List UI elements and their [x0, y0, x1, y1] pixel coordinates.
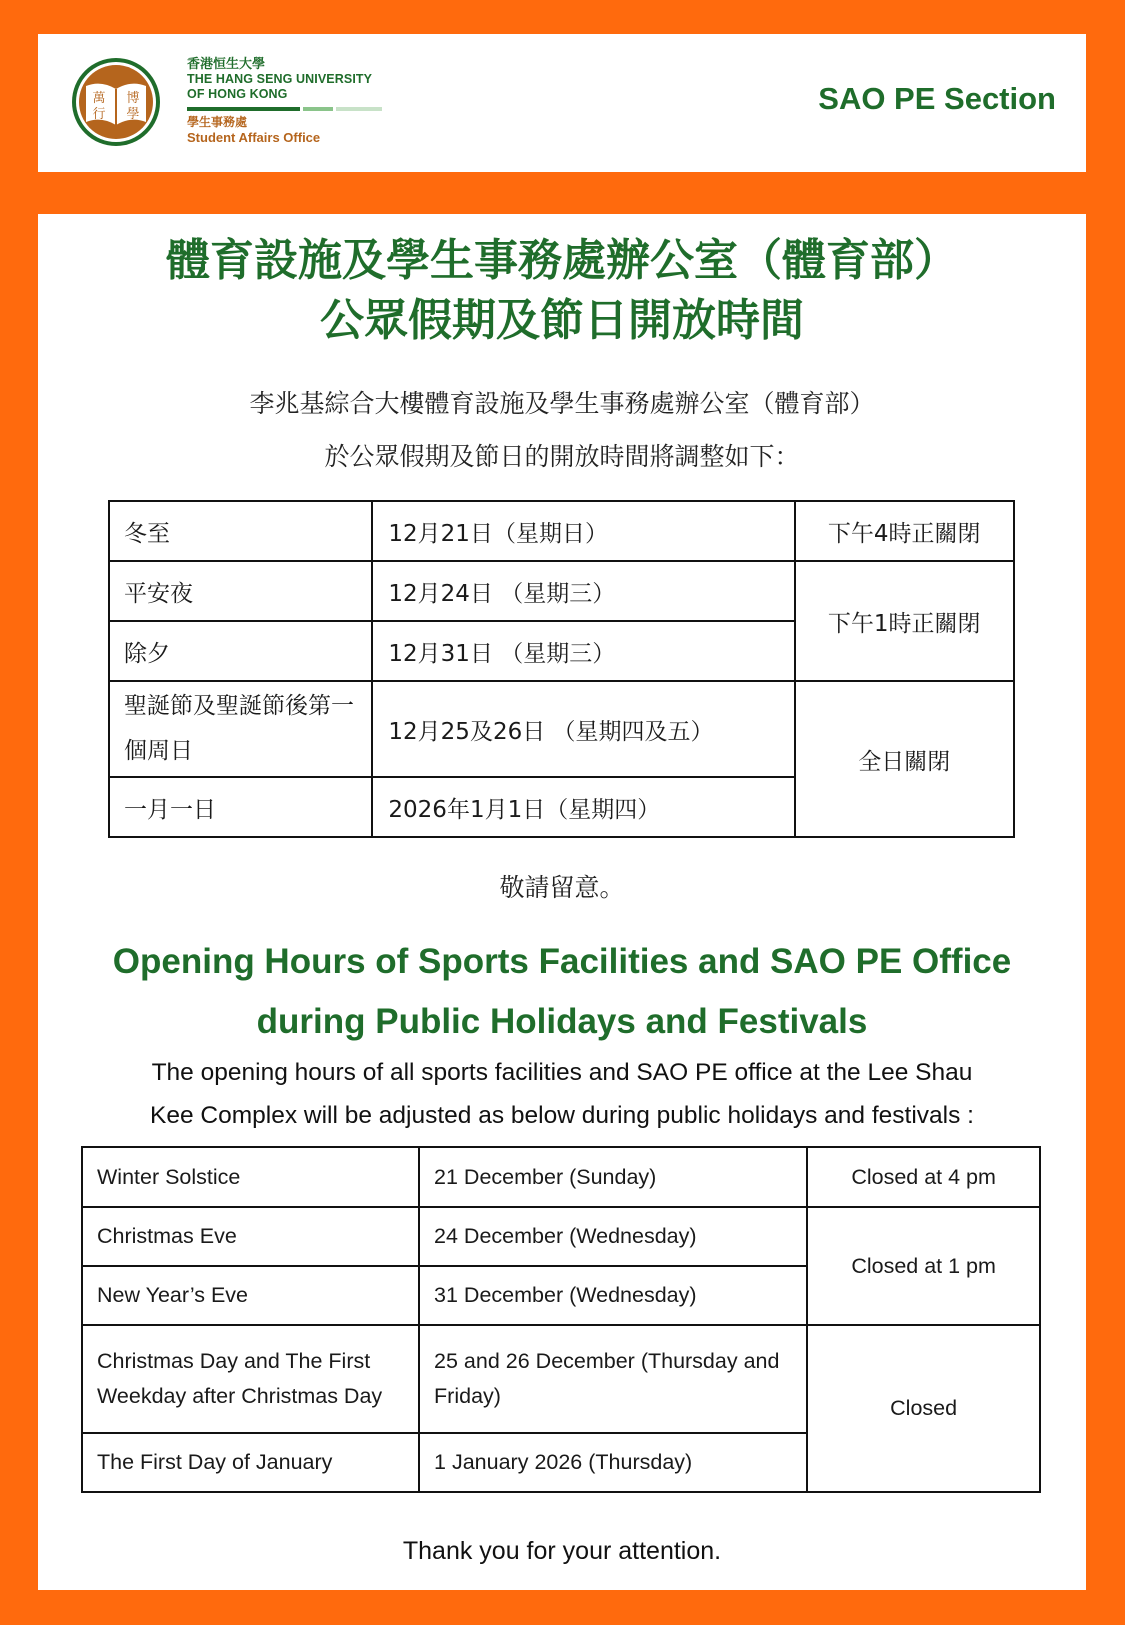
- status-cell: 全日關閉: [795, 681, 1015, 837]
- date-cell: 12月31日 （星期三）: [372, 621, 794, 681]
- date-cell: 12月24日 （星期三）: [372, 561, 794, 621]
- date-cell: 1 January 2026 (Thursday): [419, 1433, 807, 1492]
- cn-hours-table: [108, 500, 1015, 838]
- table-row: [109, 561, 1014, 621]
- university-name-en-2: OF HONG KONG: [187, 87, 288, 101]
- date-cell: 31 December (Wednesday): [419, 1266, 807, 1325]
- seal-char: 學: [126, 107, 140, 122]
- date-cell: 12月21日（星期日）: [372, 501, 794, 561]
- table-row: [82, 1325, 1040, 1433]
- office-name-cn: 學生事務處: [187, 115, 248, 129]
- table-row: [82, 1147, 1040, 1207]
- section-title: SAO PE Section: [818, 81, 1056, 116]
- status-cell: Closed: [807, 1325, 1040, 1492]
- date-cell: 25 and 26 December (Thursday and Friday): [419, 1325, 807, 1433]
- seal-char: 萬: [92, 91, 106, 106]
- cn-title-line-2: 公眾假期及節日開放時間: [320, 295, 804, 346]
- date-cell: 2026年1月1日（星期四）: [372, 777, 794, 837]
- en-title-line-1: Opening Hours of Sports Facilities and SAO PE Office: [112, 942, 1012, 981]
- cn-intro-line-1: 李兆基綜合大樓體育設施及學生事務處辦公室（體育部）: [249, 389, 875, 418]
- cn-title-line-1: 體育設施及學生事務處辦公室（體育部）: [166, 235, 958, 286]
- holiday-cell: The First Day of January: [82, 1433, 419, 1492]
- holiday-cell: 聖誕節及聖誕節後第一個周日: [109, 681, 372, 777]
- notice-body: [38, 214, 1086, 1590]
- en-hours-table: [81, 1146, 1041, 1493]
- holiday-cell: 平安夜: [109, 561, 372, 621]
- seal-char: 行: [92, 107, 106, 122]
- en-intro-line-1: The opening hours of all sports facilities and SAO PE office at the Lee Shau: [151, 1059, 973, 1086]
- holiday-cell: Christmas Eve: [82, 1207, 419, 1266]
- university-name-en-1: THE HANG SENG UNIVERSITY: [187, 72, 373, 86]
- office-name-en: Student Affairs Office: [187, 130, 321, 145]
- cn-intro-line-2: 於公眾假期及節日的開放時間將調整如下：: [324, 442, 800, 471]
- holiday-cell: New Year’s Eve: [82, 1266, 419, 1325]
- university-name-cn: 香港恒生大學: [187, 56, 266, 71]
- table-row: [82, 1207, 1040, 1266]
- holiday-cell: 一月一日: [109, 777, 372, 837]
- status-cell: Closed at 1 pm: [807, 1207, 1040, 1325]
- holiday-cell: 除夕: [109, 621, 372, 681]
- cn-closing-note: 敬請留意。: [499, 873, 625, 902]
- wordmark-divider: [187, 107, 382, 111]
- status-cell: 下午1時正關閉: [795, 561, 1015, 681]
- en-closing-note: Thank you for your attention.: [402, 1537, 722, 1565]
- university-wordmark: [187, 56, 407, 146]
- date-cell: 21 December (Sunday): [419, 1147, 807, 1207]
- holiday-cell: Christmas Day and The First Weekday after Christmas Day: [82, 1325, 419, 1433]
- en-title-line-2: during Public Holidays and Festivals: [256, 1002, 868, 1041]
- holiday-cell: 冬至: [109, 501, 372, 561]
- header-banner: [38, 34, 1086, 172]
- en-intro-line-2: Kee Complex will be adjusted as below during public holidays and festivals :: [150, 1102, 974, 1129]
- status-cell: Closed at 4 pm: [807, 1147, 1040, 1207]
- status-cell: 下午4時正關閉: [795, 501, 1015, 561]
- table-row: [109, 501, 1014, 561]
- holiday-cell: Winter Solstice: [82, 1147, 419, 1207]
- table-row: [109, 681, 1014, 777]
- date-cell: 24 December (Wednesday): [419, 1207, 807, 1266]
- university-seal-icon: [70, 56, 162, 148]
- date-cell: 12月25及26日 （星期四及五）: [372, 681, 794, 777]
- seal-char: 博: [126, 91, 140, 106]
